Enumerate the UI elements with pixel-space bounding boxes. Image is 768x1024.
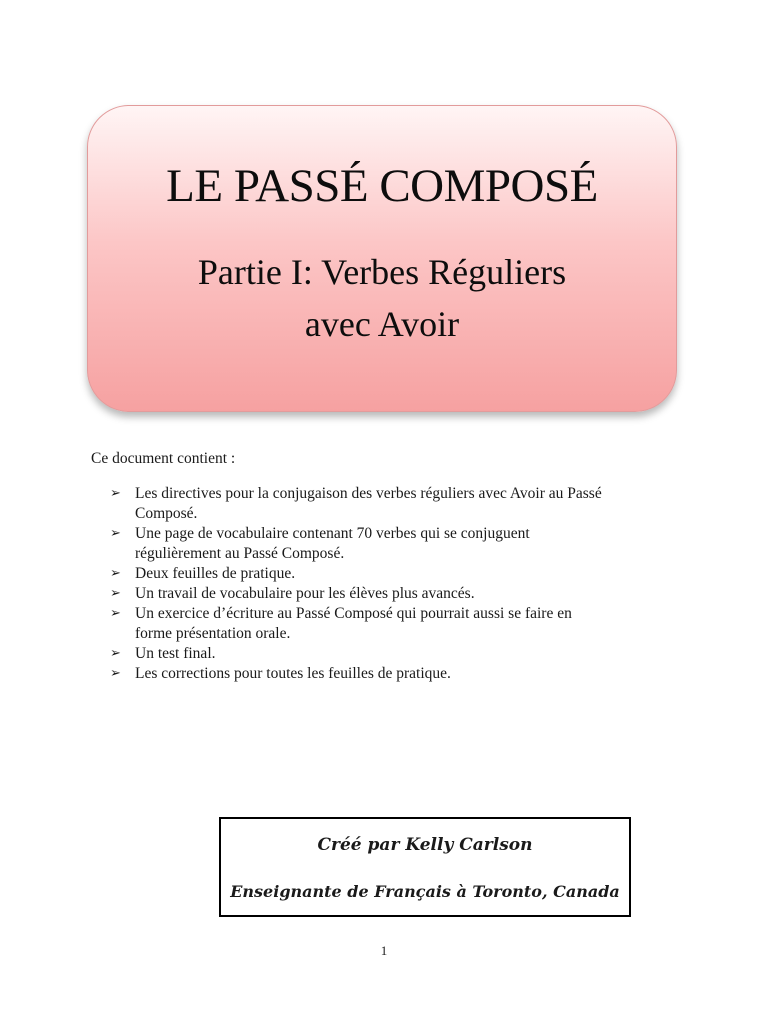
list-item — [110, 524, 670, 564]
list-item-line: Un test final. — [135, 645, 216, 662]
list-item-line: Un travail de vocabulaire pour les élèves plus avancés. — [135, 585, 475, 602]
list-item-line: Une page de vocabulaire contenant 70 verbes qui se conjuguent — [135, 525, 530, 542]
author-credit: Créé par Kelly Carlson — [317, 835, 533, 855]
intro-text: Ce document contient : — [91, 450, 236, 467]
arrow-bullet-icon: ➢ — [110, 486, 121, 501]
contents-list — [110, 484, 670, 684]
list-item-text — [135, 604, 670, 644]
document-title: LE PASSÉ COMPOSÉ — [166, 160, 598, 212]
page-number: 1 — [380, 943, 388, 958]
arrow-bullet-icon: ➢ — [110, 526, 121, 541]
list-item-text — [135, 584, 670, 604]
credit-box — [219, 817, 631, 917]
list-item-text — [135, 664, 670, 684]
list-item-text — [135, 644, 670, 664]
list-item-line: régulièrement au Passé Composé. — [135, 545, 345, 562]
list-item-line: Les directives pour la conjugaison des verbes réguliers avec Avoir au Passé — [135, 485, 602, 502]
list-item-line: Un exercice d’écriture au Passé Composé qui pourrait aussi se faire en — [135, 605, 572, 622]
arrow-bullet-icon: ➢ — [110, 566, 121, 581]
arrow-bullet-icon: ➢ — [110, 586, 121, 601]
author-description: Enseignante de Français à Toronto, Canada — [230, 882, 620, 901]
subtitle-line-2: avec Avoir — [304, 304, 460, 344]
arrow-bullet-icon: ➢ — [110, 646, 121, 661]
list-item-text — [135, 564, 670, 584]
list-item-line: forme présentation orale. — [135, 625, 291, 642]
list-item-line: Deux feuilles de pratique. — [135, 565, 296, 582]
list-item-text — [135, 484, 670, 524]
list-item — [110, 584, 670, 604]
arrow-bullet-icon: ➢ — [110, 666, 121, 681]
list-item-line: Composé. — [135, 505, 198, 522]
title-box — [87, 105, 677, 412]
arrow-bullet-icon: ➢ — [110, 606, 121, 621]
list-item-line: Les corrections pour toutes les feuilles de pratique. — [135, 665, 451, 682]
list-item — [110, 644, 670, 664]
list-item — [110, 664, 670, 684]
list-item-text — [135, 524, 670, 564]
document-subtitle — [118, 246, 646, 350]
list-item — [110, 484, 670, 524]
subtitle-line-1: Partie I: Verbes Réguliers — [197, 252, 567, 292]
list-item — [110, 604, 670, 644]
list-item — [110, 564, 670, 584]
